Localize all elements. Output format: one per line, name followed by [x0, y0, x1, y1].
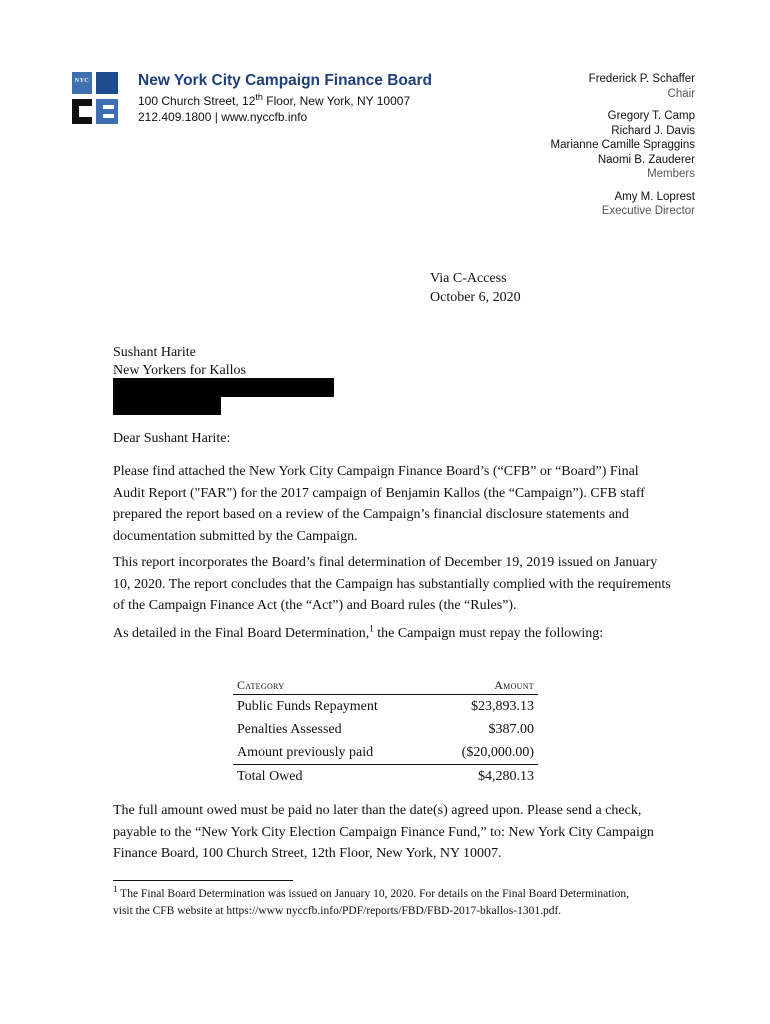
- row-amount: ($20,000.00): [461, 744, 534, 760]
- org-name: New York City Campaign Finance Board: [138, 72, 432, 89]
- row-amount: $23,893.13: [471, 698, 534, 714]
- recipient-name: Sushant Harite: [113, 345, 196, 360]
- director-role: Executive Director: [601, 205, 695, 217]
- paragraph-repay: As detailed in the Final Board Determination,$^1$ the Campaign must repay the following:: [113, 623, 604, 641]
- recipient-committee: New Yorkers for Kallos: [113, 363, 246, 378]
- logo-b-shape: [96, 99, 118, 124]
- logo-nyc-text: NYC: [74, 78, 90, 84]
- footnote-divider: [113, 880, 293, 881]
- member-name: Naomi B. Zauderer: [597, 153, 695, 166]
- paragraph-payment: The full amount owed must be paid no later than the date(s) agreed upon. Please send a check, payable to the “New York City Election Campaign Finance Fund,” to: New York City Campaign Finance Board, 100 Church Street, 12th Floor, New York, NY 10007.: [113, 803, 654, 861]
- salutation: Dear Sushant Harite:: [113, 431, 231, 446]
- row-amount: $387.00: [488, 721, 534, 737]
- delivery-method: Via C-Access: [430, 271, 507, 286]
- total-label: Total Owed: [233, 765, 431, 789]
- total-amount: $4,280.13: [431, 765, 538, 789]
- member-name: Gregory T. Camp: [607, 110, 695, 122]
- org-address: 100 Church Street, 12th Floor, New York, NY 10007: [138, 92, 411, 108]
- column-header-amount: Amount: [431, 677, 538, 695]
- table-row: [233, 718, 538, 741]
- table-row: [233, 741, 538, 765]
- member-name: Richard J. Davis: [611, 124, 695, 137]
- paragraph-intro: Please find attached the New York City Campaign Finance Board’s (“CFB” or “Board”) Final Audit Report ("FAR") for the 2017 campaign of Benjamin Kallos (the “Campaign”). CFB staff prepared the report based on a review of the Campaign’s financial disclosure statements and documentation submitted by the Campaign.: [113, 464, 645, 544]
- chair-role: Chair: [667, 87, 695, 100]
- org-contact: 212.409.1800 | www.nyccfb.info: [138, 110, 308, 124]
- board-listing: [551, 72, 695, 219]
- repayment-table: [233, 677, 538, 788]
- row-category: Penalties Assessed: [237, 721, 342, 737]
- footnote: $^1$ The Final Board Determination was issued on January 10, 2020. For details on the Final Board Determination, visit the CFB website at https://www nyccfb.info/PDF/reports/FBD/FBD-2017-bkallos-1301.pdf.: [113, 884, 629, 917]
- logo-nyc-square: [72, 72, 92, 94]
- redacted-address-line-2: [113, 397, 221, 415]
- members-role: Members: [647, 168, 695, 180]
- cfb-logo: [72, 72, 118, 124]
- chair-name: Frederick P. Schaffer: [588, 73, 695, 85]
- letter-date: October 6, 2020: [430, 290, 521, 305]
- paragraph-determination: This report incorporates the Board’s final determination of December 19, 2019 issued on January 10, 2020. The report concludes that the Campaign has substantially complied with the requirements of the Campaign Finance Act (the “Act”) and Board rules (the “Rules”).: [113, 555, 671, 613]
- table-total-row: [233, 765, 538, 789]
- column-header-category: Category: [233, 677, 431, 695]
- row-category: Public Funds Repayment: [237, 698, 378, 714]
- table-row: [233, 695, 538, 719]
- row-category: Amount previously paid: [237, 744, 374, 760]
- member-name: Marianne Camille Spraggins: [550, 139, 695, 151]
- director-name: Amy M. Loprest: [614, 190, 695, 203]
- redacted-address-line-1: [113, 378, 334, 397]
- logo-c-shape: [72, 99, 92, 124]
- logo-blue-square: [96, 72, 118, 94]
